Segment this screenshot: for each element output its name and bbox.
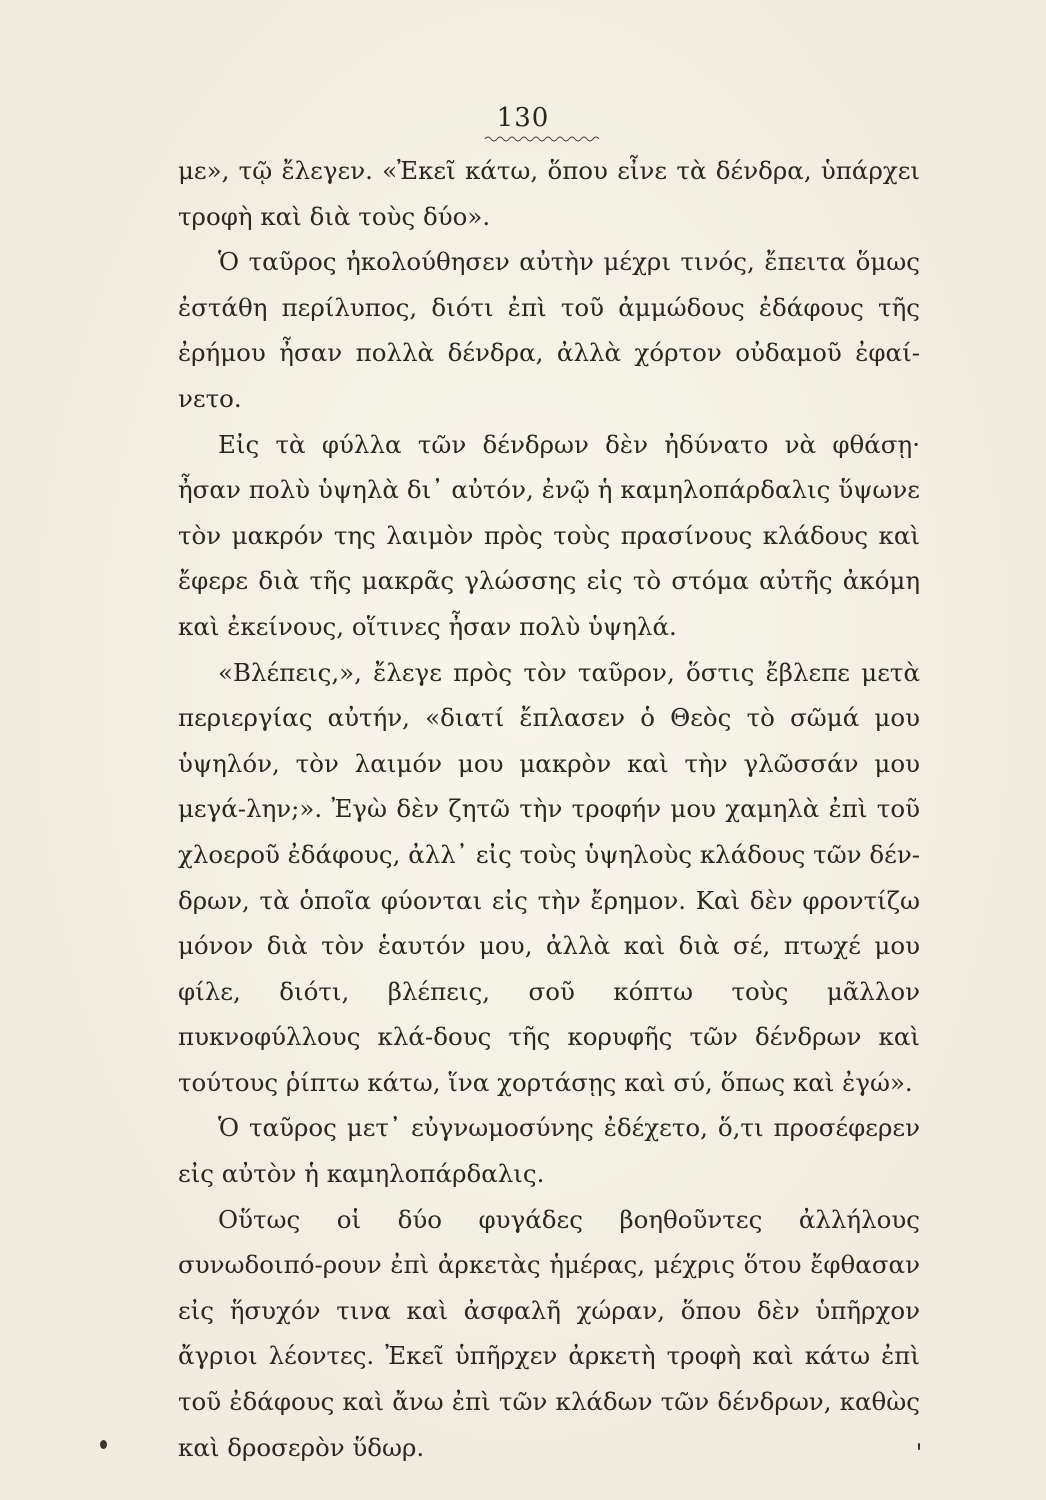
ink-speck bbox=[100, 1440, 107, 1449]
paragraph: Οὕτως οἱ δύο φυγάδες βοηθοῦντες ἀλλήλους συνωδοιπό-ρουν ἐπὶ ἀρκετὰς ἡμέρας, μέχρις ὅτου ἔφθασαν εἰς ἥσυχόν τινα καὶ ἀσφαλῆ χώραν, ὅπου δὲν ὑπῆρχον ἄγριοι λέοντες. Ἐκεῖ ὑπῆρχεν ἀρκετὴ τροφὴ καὶ κάτω ἐπὶ τοῦ ἐδάφους καὶ ἄνω ἐπὶ τῶν κλάδων τῶν δένδρων, καθὼς καὶ δροσερὸν ὕδωρ. bbox=[178, 1204, 920, 1462]
ink-mark bbox=[918, 1443, 920, 1450]
page-number: 130 bbox=[496, 103, 550, 133]
paragraph: «Βλέπεις,», ἔλεγε πρὸς τὸν ταῦρον, ὅστις ἔβλεπε μετὰ περιεργίας αὐτήν, «διατί ἔπλασεν ὁ Θεὸς τὸ σῶμά μου ὑψηλόν, τὸν λαιμόν μου μακρὸν καὶ τὴν γλῶσσάν μου μεγά-λην;». Ἐγὼ δὲν ζητῶ τὴν τροφήν μου χαμηλὰ ἐπὶ τοῦ χλοεροῦ ἐδάφους, ἀλλ᾽ εἰς τοὺς ὑψηλοὺς κλάδους τῶν δέν-δρων, τὰ ὁποῖα φύονται εἰς τὴν ἔρημον. Καὶ δὲν φροντίζω μόνον διὰ τὸν ἑαυτόν μου, ἀλλὰ καὶ διὰ σέ, πτωχέ μου φίλε, διότι, βλέπεις, σοῦ κόπτω τοὺς μᾶλλον πυκνοφύλλους κλά-δους τῆς κορυφῆς τῶν δένδρων καὶ τούτους ῥίπτω κάτω, ἵνα χορτάσῃς καὶ σύ, ὅπως καὶ ἐγώ». bbox=[178, 657, 920, 1097]
body-text bbox=[178, 148, 920, 1470]
paragraph: με», τῷ ἔλεγεν. «Ἐκεῖ κάτω, ὅπου εἶνε τὰ δένδρα, ὑπάρχει τροφὴ καὶ διὰ τοὺς δύο». bbox=[178, 156, 920, 231]
paragraph: Ὁ ταῦρος ἠκολούθησεν αὐτὴν μέχρι τινός, ἔπειτα ὅμως ἐστάθη περίλυπος, διότι ἐπὶ τοῦ ἀμμώδους ἐδάφους τῆς ἐρήμου ἦσαν πολλὰ δένδρα, ἀλλὰ χόρτον οὐδαμοῦ ἐφαί-νετο. bbox=[178, 247, 920, 413]
wavy-ornament-icon bbox=[483, 134, 603, 144]
paragraph: Εἰς τὰ φύλλα τῶν δένδρων δὲν ἠδύνατο νὰ φθάσῃ· ἦσαν πολὺ ὑψηλὰ δι᾽ αὐτόν, ἐνῷ ἡ καμηλοπάρδαλις ὕψωνε τὸν μακρόν της λαιμὸν πρὸς τοὺς πρασίνους κλάδους καὶ ἔφερε διὰ τῆς μακρᾶς γλώσσης εἰς τὸ στόμα αὐτῆς ἀκόμη καὶ ἐκείνους, οἵτινες ἦσαν πολὺ ὑψηλά. bbox=[178, 429, 920, 641]
paragraph: Ὁ ταῦρος μετ᾽ εὐγνωμοσύνης ἐδέχετο, ὅ,τι προσέφερεν εἰς αὐτὸν ἡ καμηλοπάρδαλις. bbox=[178, 1113, 920, 1189]
